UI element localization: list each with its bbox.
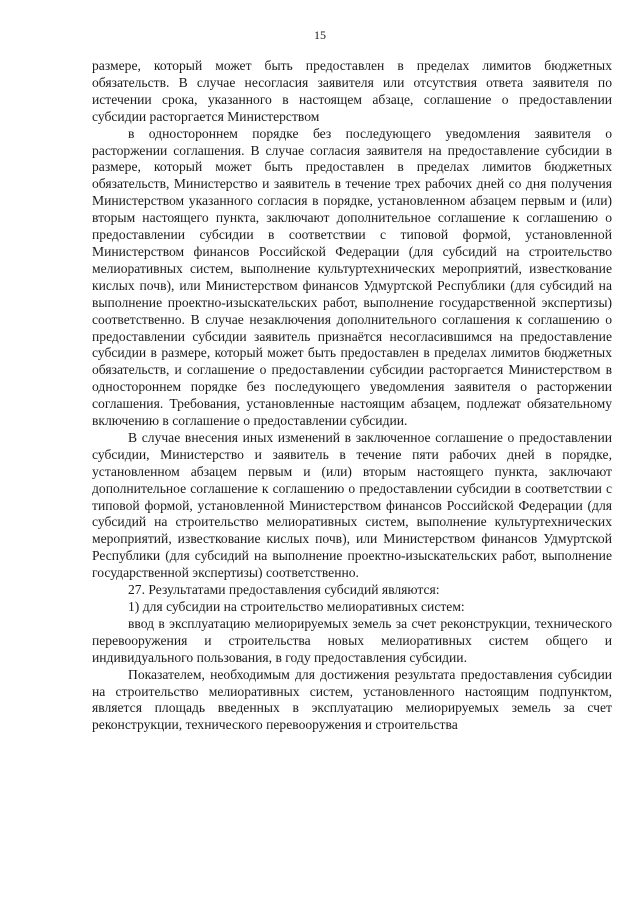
- document-body: [92, 58, 612, 734]
- paragraph: в одностороннем порядке без последующего уведомления заявителя о расторжении соглашения. В случае согласия заявителя на предоставление субсидии в размере, который может быть предоставлен в пределах лимитов бюджетных обязательств, Министерство и заявитель в течение трех рабочих дней со дня получения Министерством указанного согласия в порядке, установленном абзацем первым и (или) вторым настоящего пункта, заключают дополнительное соглашение к соглашению о предоставлении субсидии в соответствии с типовой формой, установленной Министерством финансов Российской Федерации (для субсидий на строительство мелиоративных систем, выполнение культуртехнических мероприятий, известкование кислых почв), или Министерством финансов Удмуртской Республики (для субсидий на выполнение проектно-изыскательских работ, выполнение государственной экспертизы) соответственно. В случае незаключения дополнительного соглашения к соглашению о предоставлении субсидии заявитель признаётся несогласившимся на предоставление субсидии в размере, который может быть предоставлен в пределах лимитов бюджетных обязательств, и соглашение о предоставлении субсидии расторгается Министерством в одностороннем порядке без последующего уведомления заявителя о расторжении соглашения. Требования, установленные настоящим абзацем, подлежат обязательному включению в соглашение о предоставлении субсидии.: [92, 125, 612, 429]
- paragraph: ввод в эксплуатацию мелиорируемых земель за счет реконструкции, технического перевооружения и строительства новых мелиоративных систем общего и индивидуального пользования, в году предоставления субсидии.: [92, 615, 612, 665]
- paragraph: размере, который может быть предоставлен в пределах лимитов бюджетных обязательств. В случае несогласия заявителя или отсутствия ответа заявителя по истечении срока, указанного в настоящем абзаце, соглашение о предоставлении субсидии расторгается Министерством: [92, 58, 612, 124]
- paragraph: В случае внесения иных изменений в заключенное соглашение о предоставлении субсидии, Министерство и заявитель в течение пяти рабочих дней в порядке, установленном абзацем первым и (или) вторым настоящего пункта, заключают дополнительное соглашение к соглашению о предоставлении субсидии в соответствии с типовой формой, установленной Министерством финансов Российской Федерации (для субсидий на строительство мелиоративных систем, выполнение культуртехнических мероприятий, известкование кислых почв), или Министерством финансов Удмуртской Республики (для субсидий на выполнение проектно-изыскательских работ, выполнение государственной экспертизы) соответственно.: [92, 429, 612, 581]
- list-item: 1) для субсидии на строительство мелиоративных систем:: [128, 599, 465, 614]
- section-heading: 27. Результатами предоставления субсидий являются:: [128, 582, 440, 598]
- page-number: 15: [314, 28, 326, 42]
- paragraph: Показателем, необходимым для достижения результата предоставления субсидии на строительство мелиоративных систем, установленного настоящим подпунктом, является площадь введенных в эксплуатацию мелиорируемых земель за счет реконструкции, технического перевооружения и строительства: [92, 666, 612, 733]
